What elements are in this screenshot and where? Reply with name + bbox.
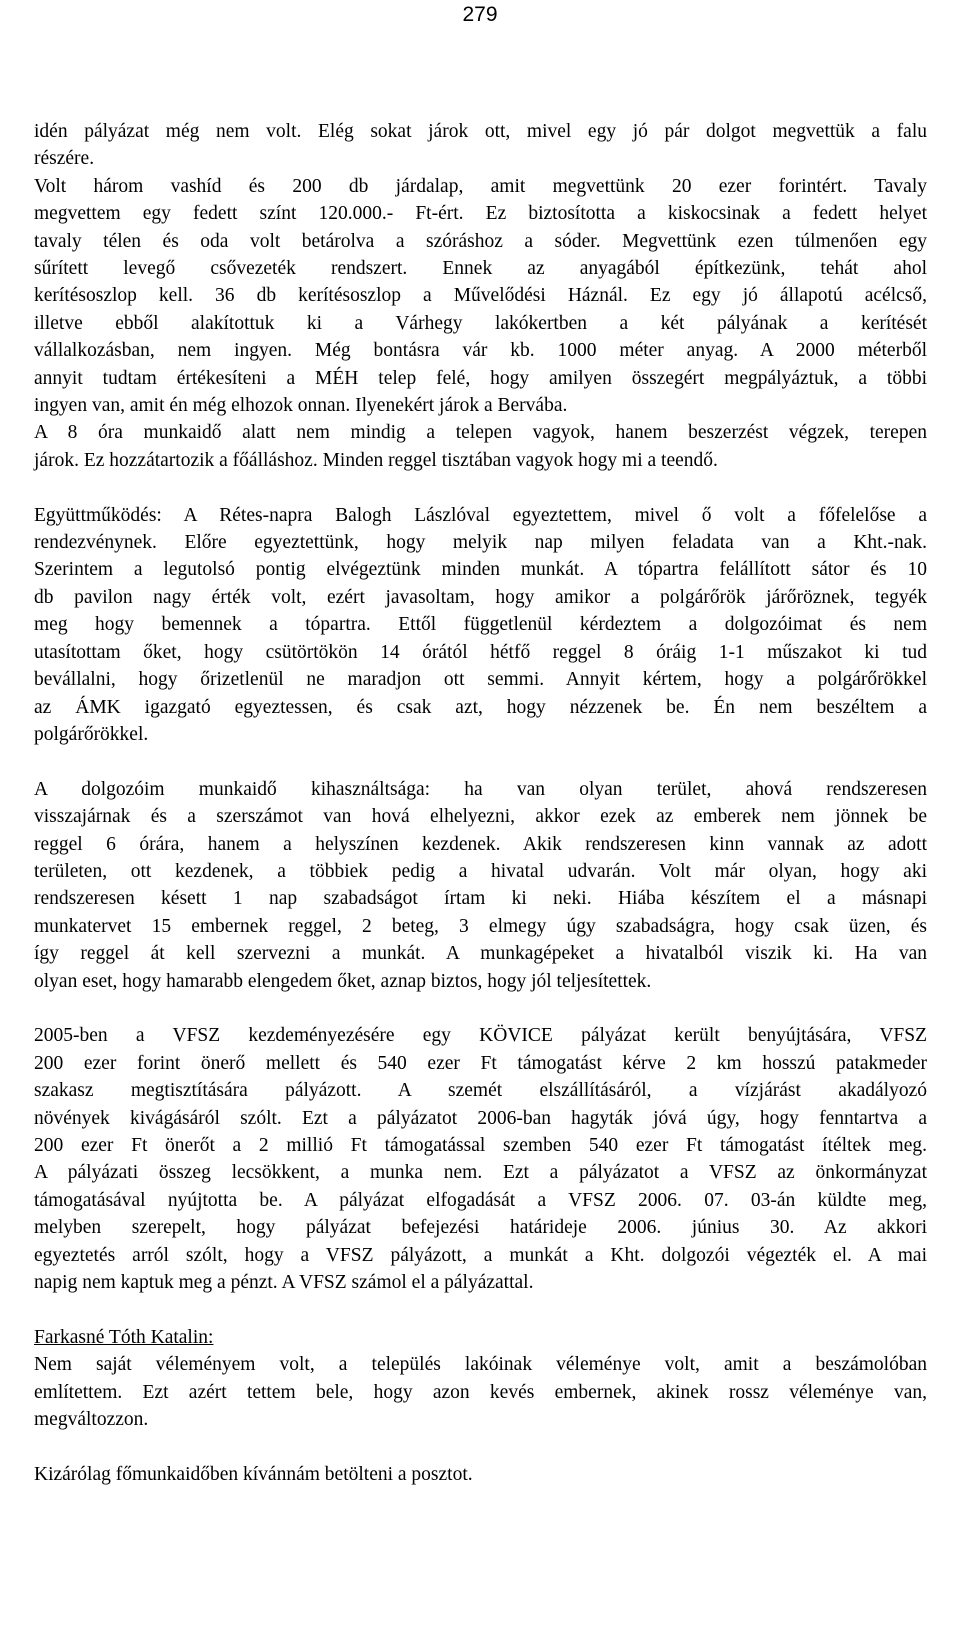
- text-line: ingyen van, amit én még elhozok onnan. Ilyenekért járok a Bervába.: [34, 395, 568, 417]
- text-line: Volt három vashíd és 200 db járdalap, amit megvettünk 20 ezer forintért. Tavaly: [34, 175, 927, 197]
- text-line: támogatásával nyújtotta be. A pályázat elfogadását a VFSZ 2006. 07. 03-án küldte meg,: [34, 1189, 927, 1211]
- text-line: A 8 óra munkaidő alatt nem mindig a telepen vagyok, hanem beszerzést végzek, terepen: [34, 422, 927, 444]
- speaker-name: Farkasné Tóth Katalin:: [34, 1326, 214, 1348]
- text-line: részére.: [34, 148, 95, 170]
- text-line: A dolgozóim munkaidő kihasználtsága: ha van olyan terület, ahová rendszeresen: [34, 778, 927, 800]
- text-line: megváltozzon.: [34, 1409, 149, 1431]
- text-line: 200 ezer forint önerő mellett és 540 ezer Ft támogatást kérve 2 km hosszú patakmeder: [34, 1052, 927, 1074]
- text-line: az ÁMK igazgató egyeztessen, és csak azt, hogy nézzenek be. Én nem beszéltem a: [34, 696, 927, 718]
- paragraph: [34, 419, 927, 474]
- text-line: 2005-ben a VFSZ kezdeményezésére egy KÖVICE pályázat került benyújtására, VFSZ: [34, 1025, 927, 1047]
- text-line: Együttműködés: A Rétes-napra Balogh Lászlóval egyeztettem, mivel ő volt a főfelelőse a: [34, 504, 927, 526]
- paragraph: [34, 1461, 927, 1488]
- text-line: tavaly télen és oda volt betárolva a szóráshoz a sóder. Megvettünk ezen túlmenően egy: [34, 230, 927, 252]
- page-number: 279: [462, 3, 498, 26]
- text-line: illetve ebből alakítottuk ki a Várhegy lakókertben a két pályának a kerítését: [34, 312, 927, 334]
- text-line: növények kivágásáról szólt. Ezt a pályázatot 2006-ban hagyták jóvá úgy, hogy fenntartva a: [34, 1107, 927, 1129]
- text-line: sűrített levegő csővezeték rendszert. Ennek az anyagából építkezünk, tehát ahol: [34, 258, 927, 280]
- text-line: járok. Ez hozzátartozik a főálláshoz. Minden reggel tisztában vagyok hogy mi a teendő.: [34, 449, 718, 471]
- text-line: db pavilon nagy érték volt, ezért javasoltam, hogy amikor a polgárőrök járőröznek, tegyék: [34, 586, 927, 608]
- text-line: Kizárólag főmunkaidőben kívánnám betölteni a posztot.: [34, 1463, 473, 1485]
- paragraph: [34, 118, 927, 173]
- paragraph: [34, 173, 927, 420]
- text-line: bevállalni, hogy őrizetlenül ne maradjon ott semmi. Annyit kértem, hogy a polgárőrökkel: [34, 669, 927, 691]
- text-line: reggel 6 órára, hanem a helyszínen kezdenek. Akik rendszeresen kinn vannak az adott: [34, 833, 927, 855]
- paragraph: [34, 502, 927, 749]
- text-line: utasítottam őket, hogy csütörtökön 14 órától hétfő reggel 8 óráig 1-1 műszakot ki tud: [34, 641, 927, 663]
- text-line: megvettem egy fedett színt 120.000.- Ft-ért. Ez biztosította a kiskocsinak a fedett helyet: [34, 203, 927, 225]
- text-line: meg hogy bemennek a tópartra. Ettől függetlenül kérdeztem a dolgozóimat és nem: [34, 614, 927, 636]
- text-line: rendezvénynek. Előre egyeztettünk, hogy melyik nap milyen feladata van a Kht.-nak.: [34, 532, 927, 554]
- text-line: 200 ezer Ft önerőt a 2 millió Ft támogatással szemben 540 ezer Ft támogatást ítéltek meg.: [34, 1134, 927, 1156]
- text-line: Nem saját véleményem volt, a település lakóinak véleménye volt, amit a beszámolóban: [34, 1354, 927, 1376]
- text-line: említettem. Ezt azért tettem bele, hogy azon kevés embernek, akinek rossz véleménye van,: [34, 1381, 927, 1403]
- text-line: kerítésoszlop kell. 36 db kerítésoszlop a Művelődési Háznál. Ez egy jó állapotú acélcső,: [34, 285, 927, 307]
- text-line: annyit tudtam értékesíteni a MÉH telep felé, hogy amilyen összegért megpályáztuk, a többi: [34, 367, 927, 389]
- text-line: egyeztetés arról szólt, hogy a VFSZ pályázott, a munkát a Kht. dolgozói végezték el. A mai: [34, 1244, 927, 1266]
- text-line: napig nem kaptuk meg a pénzt. A VFSZ számol el a pályázattal.: [34, 1272, 534, 1294]
- text-line: olyan eset, hogy hamarabb elengedem őket, aznap biztos, hogy jól teljesítettek.: [34, 970, 652, 992]
- text-line: területen, ott kezdenek, a többiek pedig a hivatal udvarán. Volt már olyan, hogy aki: [34, 860, 927, 882]
- text-line: munkatervet 15 embernek reggel, 2 beteg, 3 elmegy úgy szabadságra, hogy csak üzen, és: [34, 915, 927, 937]
- text-line: Szerintem a legutolsó pontig elvégeztünk minden munkát. A tópartra felállított sátor és 10: [34, 559, 927, 581]
- text-line: így reggel át kell szervezni a munkát. A munkagépeket a hivatalból viszik ki. Ha van: [34, 943, 927, 965]
- text-line: szakasz megtisztítására pályázott. A szemét elszállításáról, a vízjárást akadályozó: [34, 1080, 927, 1102]
- text-line: melyben szerepelt, hogy pályázat befejezési határideje 2006. június 30. Az akkori: [34, 1217, 927, 1239]
- paragraph: [34, 1324, 927, 1434]
- document-body: [34, 118, 927, 1488]
- paragraph: [34, 1022, 927, 1296]
- text-line: polgárőrökkel.: [34, 723, 149, 745]
- text-line: A pályázati összeg lecsökkent, a munka nem. Ezt a pályázatot a VFSZ az önkormányzat: [34, 1162, 927, 1184]
- text-line: rendszeresen késett 1 nap szabadságot írtam ki neki. Hiába készítem el a másnapi: [34, 888, 927, 910]
- text-line: idén pályázat még nem volt. Elég sokat járok ott, mivel egy jó pár dolgot megvettük a falu: [34, 121, 927, 142]
- paragraph: [34, 776, 927, 995]
- text-line: vállalkozásban, nem ingyen. Még bontásra vár kb. 1000 méter anyag. A 2000 méterből: [34, 340, 927, 362]
- text-line: visszajárnak és a szerszámot van hová elhelyezni, akkor ezek az emberek nem jönnek be: [34, 806, 927, 828]
